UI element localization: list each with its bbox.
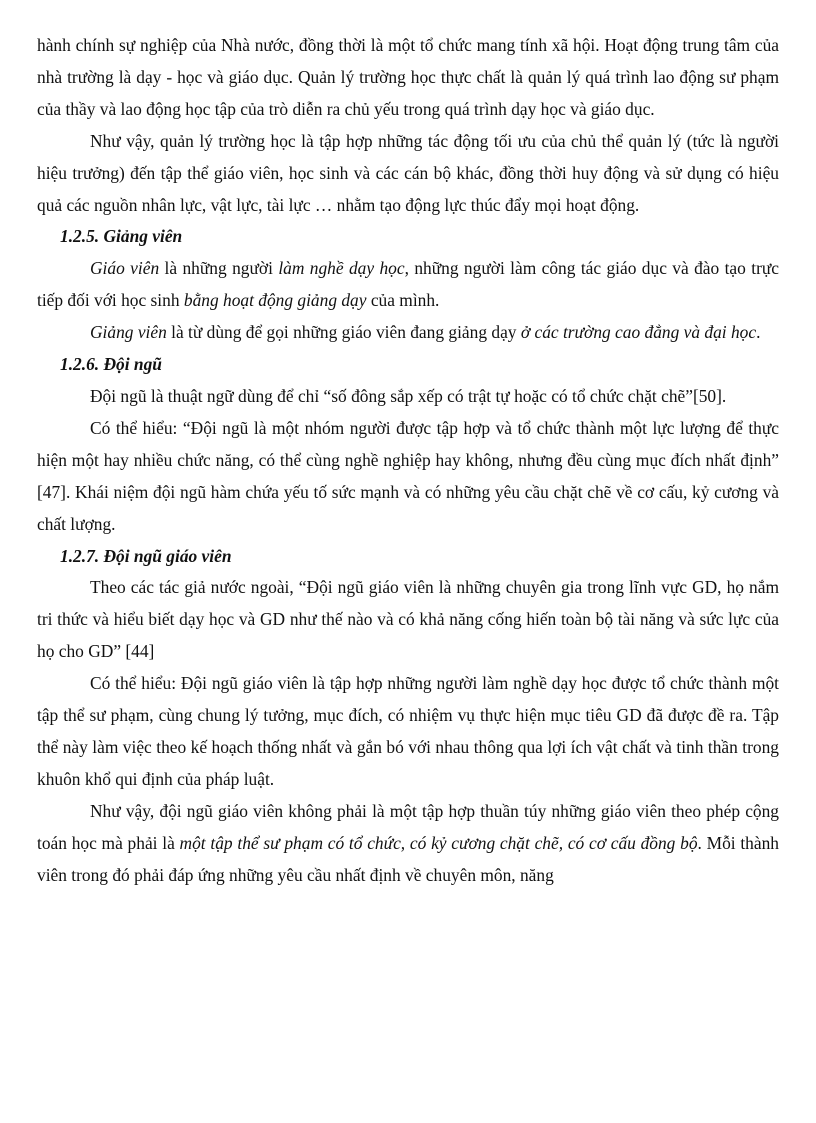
text-span: là từ dùng để gọi những giáo viên đang giảng dạy [166,322,521,343]
term-bang-hoat-dong-giang-day: bằng hoạt động giảng dạy [183,290,367,311]
term-giao-vien: Giáo viên [90,258,160,279]
paragraph-lecturer-definition [37,317,779,349]
text-span: Như vậy, đội ngũ giáo viên không phải là một tập hợp thuần túy những giáo viên theo phép cộng toán học mà phải là [37,800,779,853]
section-heading-1-2-7: 1.2.7. Đội ngũ giáo viên [60,545,232,566]
term-giang-vien: Giảng viên [90,322,167,343]
term-cao-dang-dai-hoc: ở các trường cao đẳng và đại học [520,322,757,343]
text-span: . Mỗi thành viên trong đó phải đáp ứng những yêu cầu nhất định về chuyên môn, năng [37,832,779,885]
text-span: là những người [159,258,279,279]
paragraph-teacher-definition [37,253,779,317]
paragraph-school-management-context: hành chính sự nghiệp của Nhà nước, đồng thời là một tổ chức mang tính xã hội. Hoạt động trung tâm của nhà trường là dạy - học và giáo dục. Quản lý trường học thực chất là quản lý quá trình lao động sư phạm của thầy và lao động học tập của trò diễn ra chủ yếu trong quá trình dạy học và giáo dục. [37,35,779,119]
paragraph-staff-concept: Có thể hiểu: “Đội ngũ là một nhóm người được tập hợp và tổ chức thành một lực lượng để thực hiện một hay nhiều chức năng, có thể cùng nghề nghiệp hay không, nhưng đều cùng mục đích nhất định” [47]. Khái niệm đội ngũ hàm chứa yếu tố sức mạnh và có những yêu cầu chặt chẽ về cơ cấu, kỷ cương và chất lượng. [37,417,779,534]
paragraph-teacher-staff-foreign-view: Theo các tác giả nước ngoài, “Đội ngũ giáo viên là những chuyên gia trong lĩnh vực GD, họ nắm tri thức và hiểu biết dạy học và GD như thế nào và có khả năng cống hiến toàn bộ tài năng và sức lực của họ cho GD” [44] [37,577,779,662]
paragraph-staff-term: Đội ngũ là thuật ngữ dùng để chỉ “số đông sắp xếp có trật tự hoặc có tổ chức chặt chẽ”[50]. [90,385,727,406]
section-heading-1-2-5: 1.2.5. Giảng viên [60,226,183,247]
section-heading-1-2-6: 1.2.6. Đội ngũ [60,354,162,375]
document-page [37,30,779,891]
text-span: . [756,322,761,343]
term-tap-the-su-pham: một tập thể sư phạm có tổ chức, có kỷ cương chặt chẽ, có cơ cấu đồng bộ [179,832,698,853]
paragraph-teacher-staff-definition: Có thể hiểu: Đội ngũ giáo viên là tập hợp những người làm nghề dạy học được tổ chức thành một tập thể sư phạm, cùng chung lý tưởng, mục đích, có nhiệm vụ thực hiện mục tiêu GD đã được đề ra. Tập thể này làm việc theo kế hoạch thống nhất và gắn bó với nhau thông qua lợi ích vật chất và tinh thần trong khuôn khổ qui định của pháp luật. [37,673,779,789]
text-span: của mình. [366,290,440,311]
term-lam-nghe-day-hoc: làm nghề dạy học [278,258,405,279]
text-span: , những người làm công tác giáo dục và đào tạo trực tiếp đối với học sinh [37,258,780,311]
paragraph-teacher-staff-conclusion [37,796,779,892]
paragraph-school-management-definition: Như vậy, quản lý trường học là tập hợp những tác động tối ưu của chủ thể quản lý (tức là người hiệu trưởng) đến tập thể giáo viên, học sinh và các cán bộ khác, đồng thời huy động và sử dụng có hiệu quả các nguồn nhân lực, vật lực, tài lực … nhằm tạo động lực thúc đẩy mọi hoạt động. [37,130,779,215]
